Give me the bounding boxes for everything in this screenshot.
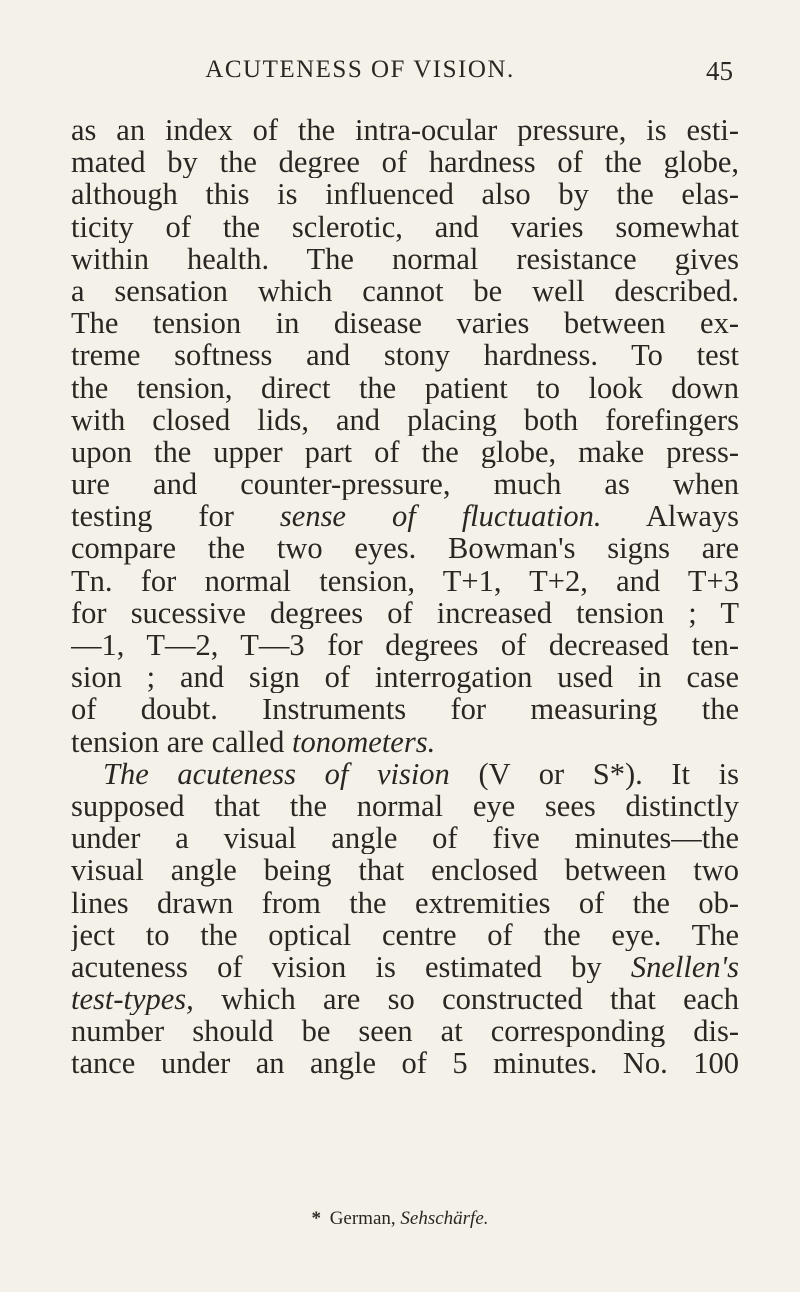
text-line: upon the upper part of the globe, make press- <box>71 435 739 469</box>
text-line: although this is influenced also by the elas- <box>71 178 739 211</box>
text-run: testing for <box>71 500 234 533</box>
text-line: supposed that the normal eye sees distinctly <box>71 789 739 823</box>
italic-term-tonometers: tonometers. <box>292 725 436 758</box>
italic-term-snellens: Snellen's <box>630 950 739 984</box>
text-run: which are so constructed that each <box>221 983 739 1016</box>
text-line: sion ; and sign of interrogation used in case <box>71 661 739 694</box>
footnote-text: German, <box>329 1208 396 1229</box>
text-line: tance under an angle of 5 minutes. No. 100 <box>71 1047 739 1080</box>
text-line: treme softness and stony hardness. To test <box>71 339 739 372</box>
text-line: ure and counter-pressure, much as when <box>71 468 739 501</box>
footnote <box>0 1208 800 1230</box>
text-line: number should be seen at corresponding dis- <box>71 1015 739 1048</box>
text-run: (V or S*). It is <box>478 757 739 790</box>
page-number: 45 <box>706 56 733 86</box>
text-run: acuteness of vision is estimated by <box>71 950 602 984</box>
text-line: —1, T—2, T—3 for degrees of decreased ten- <box>71 629 739 662</box>
text-line: with closed lids, and placing both forefingers <box>71 403 739 436</box>
text-line-mixed <box>71 758 739 790</box>
text-run: tension are called <box>71 725 285 758</box>
text-line: mated by the degree of hardness of the globe, <box>71 146 739 179</box>
text-line: a sensation which cannot be well described. <box>71 274 739 308</box>
body-text <box>71 114 739 1080</box>
text-line: the tension, direct the patient to look down <box>71 371 739 404</box>
text-line: ject to the optical centre of the eye. The <box>71 918 739 951</box>
text-line-mixed <box>71 983 739 1015</box>
italic-term-test-types: test-types, <box>71 983 194 1016</box>
text-line: ticity of the sclerotic, and varies somewhat <box>71 210 739 243</box>
running-title: ACUTENESS OF VISION. <box>205 56 515 83</box>
text-line: for sucessive degrees of increased tension ; T <box>71 596 739 629</box>
text-line: The tension in disease varies between ex- <box>71 307 739 340</box>
text-line-mixed <box>71 951 739 983</box>
text-line: Tn. for normal tension, T+1, T+2, and T+3 <box>71 564 739 597</box>
text-line-mixed <box>71 500 739 532</box>
text-line-mixed <box>71 726 739 758</box>
text-line: compare the two eyes. Bowman's signs are <box>71 532 739 565</box>
text-line: under a visual angle of five minutes—the <box>71 822 739 855</box>
text-line: within health. The normal resistance gives <box>71 242 739 275</box>
text-line: as an index of the intra-ocular pressure, is esti- <box>71 114 739 147</box>
text-run: Always <box>645 500 739 533</box>
italic-phrase-sense-of-fluctuation: sense of fluctuation. <box>279 500 602 533</box>
text-line: of doubt. Instruments for measuring the <box>71 693 739 726</box>
text-line: lines drawn from the extremities of the ob- <box>71 886 739 919</box>
text-line: visual angle being that enclosed between two <box>71 854 739 887</box>
italic-section-heading: The acuteness of vision <box>103 757 450 790</box>
footnote-marker: * <box>311 1208 321 1229</box>
footnote-italic-term: Sehschärfe. <box>400 1208 489 1229</box>
